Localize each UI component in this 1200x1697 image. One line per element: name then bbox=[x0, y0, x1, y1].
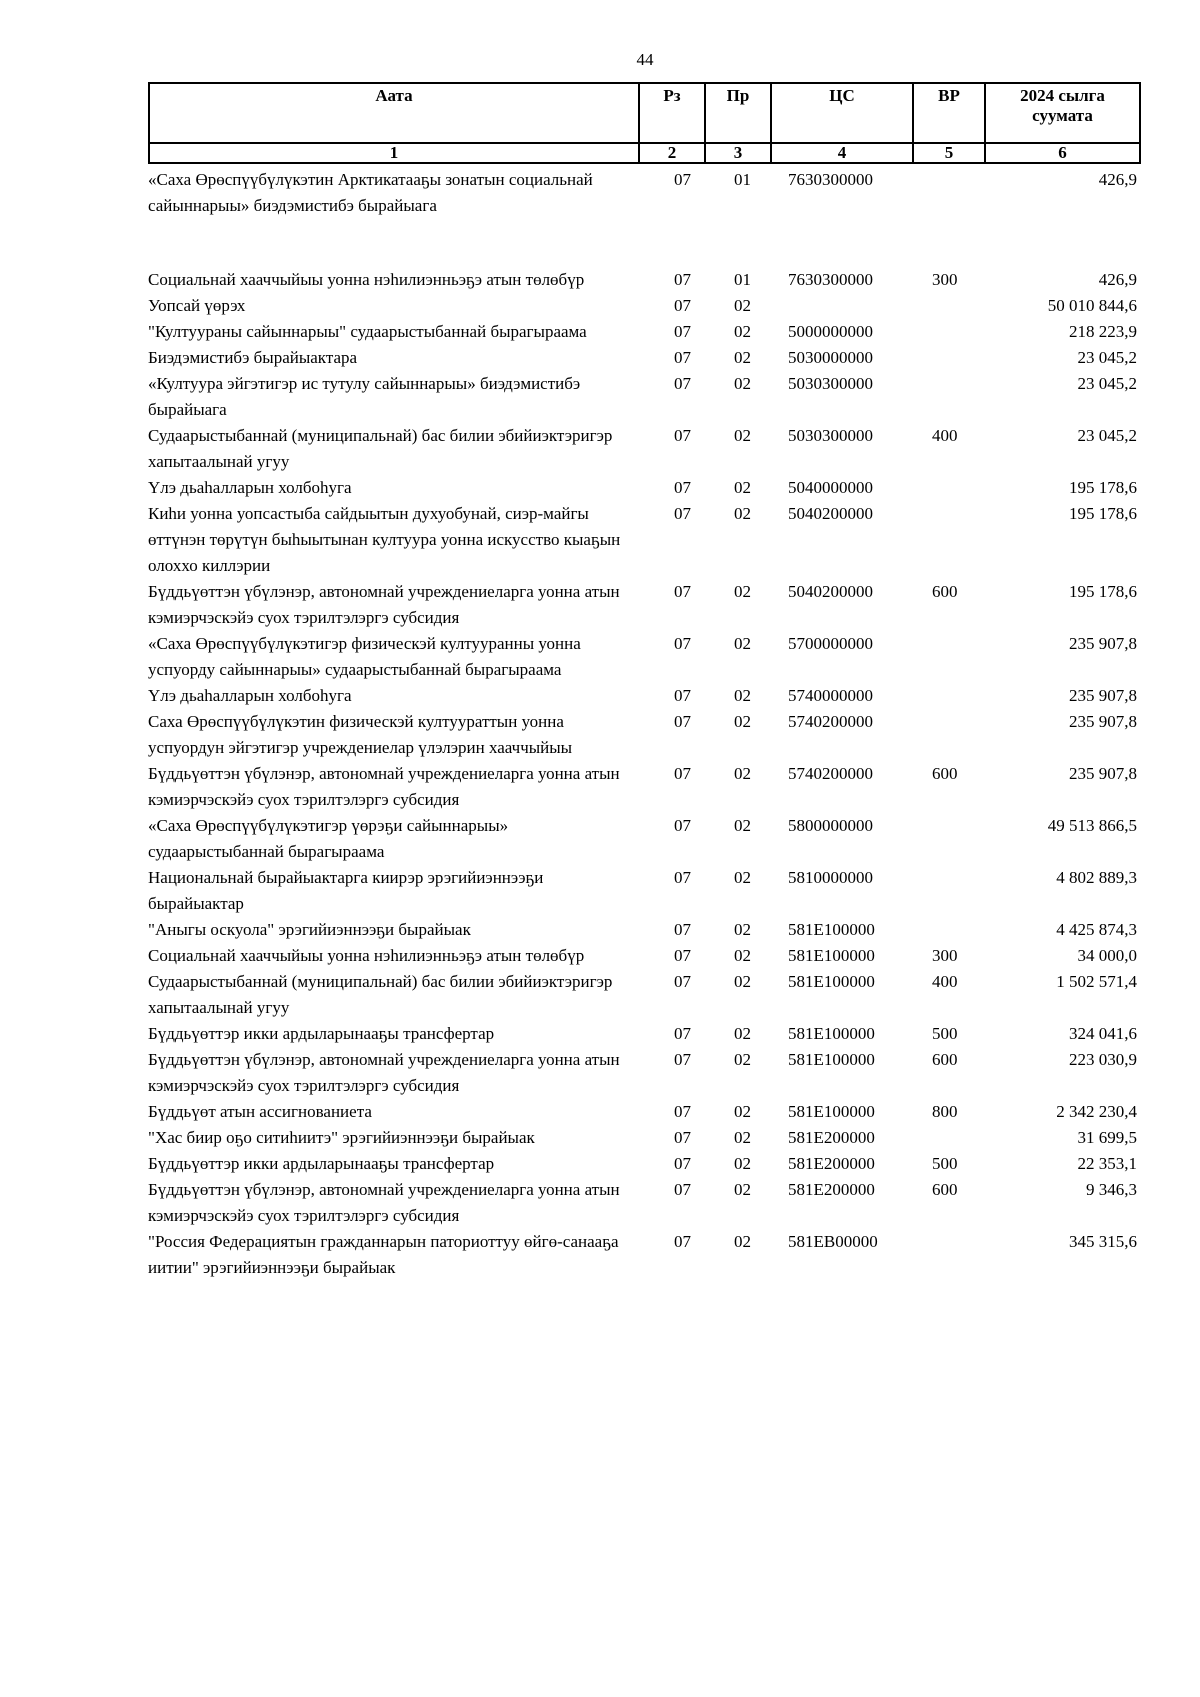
header-sum bbox=[985, 83, 1140, 143]
header-sum-line1: 2024 сылга bbox=[1020, 86, 1105, 105]
cell-sum: 345 315,6 bbox=[1069, 1232, 1137, 1251]
cell-vr bbox=[914, 631, 986, 683]
cell-sum: 195 178,6 bbox=[1069, 582, 1137, 601]
cell-cs: 581E100000 bbox=[788, 1024, 875, 1043]
cell-sum: 23 045,2 bbox=[1077, 426, 1137, 445]
cell-vr bbox=[914, 813, 986, 865]
header-name: Аата bbox=[149, 83, 639, 143]
cell-sum: 49 513 866,5 bbox=[1047, 816, 1137, 835]
cell-pr: 02 bbox=[734, 712, 751, 731]
cell-sum: 23 045,2 bbox=[1077, 374, 1137, 393]
cell-vr: 500 bbox=[932, 1154, 958, 1173]
cell-rz: 07 bbox=[674, 348, 691, 367]
cell-pr: 02 bbox=[734, 374, 751, 393]
table-row bbox=[148, 319, 1141, 345]
table-row bbox=[148, 865, 1141, 917]
cell-sum: 426,9 bbox=[1098, 170, 1137, 189]
cell-name: «Саха Өрөспүүбүлүкэтин Арктикатааҕы зонатын социальнай сайыннарыы» биэдэмистибэ бырайыага bbox=[148, 170, 593, 215]
cell-sum: 4 425 874,3 bbox=[1056, 920, 1137, 939]
cell-name: «Саха Өрөспүүбүлүкэтигэр үөрэҕи сайыннарыы» судаарыстыбаннай бырагыраама bbox=[148, 816, 509, 861]
cell-cs: 5030000000 bbox=[788, 348, 873, 367]
cell-pr: 01 bbox=[734, 270, 751, 289]
table-row bbox=[148, 1229, 1141, 1281]
cell-rz: 07 bbox=[674, 322, 691, 341]
table-row bbox=[148, 1177, 1141, 1229]
cell-sum: 324 041,6 bbox=[1069, 1024, 1137, 1043]
cell-sum: 22 353,1 bbox=[1077, 1154, 1137, 1173]
table-header bbox=[148, 82, 1141, 164]
cell-name: Киһи уонна уопсастыба сайдыытын духуобунай, сиэр-майгы өттүнэн төрүтүн быһыытынан култуура уонна искусство кыаҕын олоххо киллэрии bbox=[148, 504, 621, 575]
table-row bbox=[148, 1125, 1141, 1151]
cell-sum: 1 502 571,4 bbox=[1056, 972, 1137, 991]
cell-pr: 02 bbox=[734, 348, 751, 367]
table-row bbox=[148, 371, 1141, 423]
cell-cs: 5810000000 bbox=[788, 868, 873, 887]
cell-name: Национальнай бырайыактарга киирэр эрэгийиэннээҕи бырайыактар bbox=[148, 868, 544, 913]
cell-pr: 02 bbox=[734, 868, 751, 887]
cell-sum: 4 802 889,3 bbox=[1056, 868, 1137, 887]
cell-vr bbox=[914, 371, 986, 423]
cell-name: Үлэ дьаһалларын холбоһуга bbox=[148, 478, 352, 497]
cell-name: Бүддьүөттэн үбүлэнэр, автономнай учреждениеларга уонна атын кэмиэрчэскэйэ суох тэрилтэлэргэ субсидия bbox=[148, 582, 620, 627]
cell-rz: 07 bbox=[674, 868, 691, 887]
cell-vr: 800 bbox=[932, 1102, 958, 1121]
cell-rz: 07 bbox=[674, 1128, 691, 1147]
cell-pr: 02 bbox=[734, 1102, 751, 1121]
table-row bbox=[148, 345, 1141, 371]
cell-vr: 600 bbox=[932, 1180, 958, 1199]
table-row bbox=[148, 917, 1141, 943]
cell-cs: 581E200000 bbox=[788, 1128, 875, 1147]
cell-rz: 07 bbox=[674, 1102, 691, 1121]
table-row bbox=[148, 969, 1141, 1021]
table-row bbox=[148, 709, 1141, 761]
cell-cs: 5740000000 bbox=[788, 686, 873, 705]
cell-name: Бүддьүөттэр икки ардыларынааҕы трансфертар bbox=[148, 1024, 495, 1043]
cell-vr bbox=[914, 319, 986, 345]
header-rz: Рз bbox=[639, 83, 705, 143]
cell-name: Бүддьүөттэр икки ардыларынааҕы трансфертар bbox=[148, 1154, 495, 1173]
cell-sum: 2 342 230,4 bbox=[1056, 1102, 1137, 1121]
table-row bbox=[148, 423, 1141, 475]
cell-sum: 9 346,3 bbox=[1086, 1180, 1137, 1199]
cell-sum: 235 907,8 bbox=[1069, 634, 1137, 653]
cell-pr: 02 bbox=[734, 946, 751, 965]
cell-rz: 07 bbox=[674, 582, 691, 601]
header-sum-line2: суумата bbox=[1032, 106, 1093, 125]
cell-vr bbox=[914, 501, 986, 579]
cell-cs: 5800000000 bbox=[788, 816, 873, 835]
cell-cs: 5040200000 bbox=[788, 504, 873, 523]
cell-sum: 50 010 844,6 bbox=[1047, 296, 1137, 315]
cell-rz: 07 bbox=[674, 478, 691, 497]
cell-pr: 02 bbox=[734, 920, 751, 939]
table-row bbox=[148, 475, 1141, 501]
cell-vr bbox=[914, 865, 986, 917]
cell-pr: 02 bbox=[734, 322, 751, 341]
cell-name: «Саха Өрөспүүбүлүкэтигэр физическэй култууранны уонна успуорду сайыннарыы» судаарыстыбаннай бырагыраама bbox=[148, 634, 581, 679]
cell-vr bbox=[914, 475, 986, 501]
cell-name: Бүддьүөттэн үбүлэнэр, автономнай учреждениеларга уонна атын кэмиэрчэскэйэ суох тэрилтэлэргэ субсидия bbox=[148, 764, 620, 809]
header-pr: Пр bbox=[705, 83, 771, 143]
cell-rz: 07 bbox=[674, 946, 691, 965]
cell-cs: 7630300000 bbox=[788, 170, 873, 189]
cell-pr: 02 bbox=[734, 1232, 751, 1251]
cell-cs: 5000000000 bbox=[788, 322, 873, 341]
cell-rz: 07 bbox=[674, 712, 691, 731]
cell-sum: 34 000,0 bbox=[1077, 946, 1137, 965]
cell-vr: 600 bbox=[932, 764, 958, 783]
table-body bbox=[148, 167, 1141, 1281]
cell-vr bbox=[914, 917, 986, 943]
table-row bbox=[148, 813, 1141, 865]
cell-name: "Култуураны сайыннарыы" судаарыстыбаннай бырагыраама bbox=[148, 322, 587, 341]
cell-pr: 02 bbox=[734, 972, 751, 991]
cell-name: Социальнай хааччыйыы уонна нэһилиэнньэҕэ атын төлөбүр bbox=[148, 946, 585, 965]
table-row bbox=[148, 501, 1141, 579]
cell-sum: 426,9 bbox=[1098, 270, 1137, 289]
cell-vr: 600 bbox=[932, 1050, 958, 1069]
budget-table bbox=[148, 167, 1141, 1281]
cell-vr: 600 bbox=[932, 582, 958, 601]
page-number: 44 bbox=[636, 50, 654, 69]
cell-cs: 5040200000 bbox=[788, 582, 873, 601]
table-row bbox=[148, 1047, 1141, 1099]
cell-vr bbox=[914, 709, 986, 761]
cell-pr: 02 bbox=[734, 296, 751, 315]
cell-vr: 500 bbox=[932, 1024, 958, 1043]
cell-vr bbox=[914, 1229, 986, 1281]
table-row bbox=[148, 1099, 1141, 1125]
header-num-6: 6 bbox=[985, 143, 1140, 163]
cell-name: «Култуура эйгэтигэр ис тутулу сайыннарыы» биэдэмистибэ бырайыага bbox=[148, 374, 581, 419]
cell-cs: 5740200000 bbox=[788, 712, 873, 731]
cell-vr bbox=[914, 683, 986, 709]
cell-pr: 02 bbox=[734, 1128, 751, 1147]
cell-vr bbox=[914, 1125, 986, 1151]
cell-cs: 581E200000 bbox=[788, 1180, 875, 1199]
table-row bbox=[148, 1021, 1141, 1047]
cell-name: Саха Өрөспүүбүлүкэтин физическэй култуураттын уонна успуордун эйгэтигэр учреждениелар үлэлэрин хааччыйыы bbox=[148, 712, 573, 757]
cell-name: Бүддьүөт атын ассигнованиета bbox=[148, 1102, 372, 1121]
cell-rz: 07 bbox=[674, 1024, 691, 1043]
cell-rz: 07 bbox=[674, 1180, 691, 1199]
cell-cs: 581E200000 bbox=[788, 1154, 875, 1173]
cell-name: Социальнай хааччыйыы уонна нэһилиэнньэҕэ атын төлөбүр bbox=[148, 270, 585, 289]
cell-name: Бүддьүөттэн үбүлэнэр, автономнай учреждениеларга уонна атын кэмиэрчэскэйэ суох тэрилтэлэргэ субсидия bbox=[148, 1050, 620, 1095]
cell-cs: 5740200000 bbox=[788, 764, 873, 783]
cell-cs: 5040000000 bbox=[788, 478, 873, 497]
cell-rz: 07 bbox=[674, 972, 691, 991]
table-row bbox=[148, 167, 1141, 267]
cell-pr: 01 bbox=[734, 170, 751, 189]
cell-cs: 581E100000 bbox=[788, 972, 875, 991]
cell-name: Судаарыстыбаннай (муниципальнай) бас билии эбийиэктэригэр хапытаалынай угуу bbox=[148, 426, 613, 471]
cell-sum: 235 907,8 bbox=[1069, 712, 1137, 731]
cell-rz: 07 bbox=[674, 374, 691, 393]
cell-pr: 02 bbox=[734, 426, 751, 445]
cell-name: Уопсай үөрэх bbox=[148, 296, 246, 315]
cell-vr: 400 bbox=[932, 972, 958, 991]
cell-vr: 400 bbox=[932, 426, 958, 445]
cell-cs: 581E100000 bbox=[788, 920, 875, 939]
cell-pr: 02 bbox=[734, 1050, 751, 1069]
cell-pr: 02 bbox=[734, 1154, 751, 1173]
cell-cs: 5030300000 bbox=[788, 374, 873, 393]
cell-rz: 07 bbox=[674, 504, 691, 523]
cell-cs: 581E100000 bbox=[788, 946, 875, 965]
table-row bbox=[148, 761, 1141, 813]
cell-cs: 581E100000 bbox=[788, 1102, 875, 1121]
header-cs: ЦС bbox=[771, 83, 913, 143]
cell-pr: 02 bbox=[734, 504, 751, 523]
cell-rz: 07 bbox=[674, 764, 691, 783]
cell-cs: 5700000000 bbox=[788, 634, 873, 653]
header-num-1: 1 bbox=[149, 143, 639, 163]
cell-sum: 218 223,9 bbox=[1069, 322, 1137, 341]
cell-sum: 235 907,8 bbox=[1069, 686, 1137, 705]
cell-name: Бүддьүөттэн үбүлэнэр, автономнай учреждениеларга уонна атын кэмиэрчэскэйэ суох тэрилтэлэргэ субсидия bbox=[148, 1180, 620, 1225]
cell-rz: 07 bbox=[674, 1154, 691, 1173]
cell-name: "Россия Федерациятын гражданнарын паториоттуу өйгө-санааҕа иитии" эрэгийиэннээҕи бырайыак bbox=[148, 1232, 619, 1277]
cell-rz: 07 bbox=[674, 270, 691, 289]
cell-sum: 195 178,6 bbox=[1069, 504, 1137, 523]
header-num-4: 4 bbox=[771, 143, 913, 163]
table-row bbox=[148, 579, 1141, 631]
cell-sum: 31 699,5 bbox=[1077, 1128, 1137, 1147]
cell-vr bbox=[914, 345, 986, 371]
cell-vr bbox=[914, 293, 986, 319]
cell-cs bbox=[772, 293, 914, 319]
cell-name: Биэдэмистибэ бырайыактара bbox=[148, 348, 358, 367]
cell-rz: 07 bbox=[674, 426, 691, 445]
cell-name: Үлэ дьаһалларын холбоһуга bbox=[148, 686, 352, 705]
table-row bbox=[148, 943, 1141, 969]
table-row bbox=[148, 267, 1141, 293]
header-num-5: 5 bbox=[913, 143, 985, 163]
cell-rz: 07 bbox=[674, 634, 691, 653]
cell-pr: 02 bbox=[734, 634, 751, 653]
cell-rz: 07 bbox=[674, 1232, 691, 1251]
cell-name: Судаарыстыбаннай (муниципальнай) бас билии эбийиэктэригэр хапытаалынай угуу bbox=[148, 972, 613, 1017]
table-row bbox=[148, 631, 1141, 683]
cell-sum: 23 045,2 bbox=[1077, 348, 1137, 367]
table-row bbox=[148, 293, 1141, 319]
cell-cs: 581E100000 bbox=[788, 1050, 875, 1069]
header-num-2: 2 bbox=[639, 143, 705, 163]
cell-pr: 02 bbox=[734, 478, 751, 497]
header-num-3: 3 bbox=[705, 143, 771, 163]
cell-cs: 7630300000 bbox=[788, 270, 873, 289]
header-vr: ВР bbox=[913, 83, 985, 143]
cell-rz: 07 bbox=[674, 170, 691, 189]
cell-name: "Хас биир оҕо ситиһиитэ" эрэгийиэннээҕи бырайыак bbox=[148, 1128, 535, 1147]
cell-rz: 07 bbox=[674, 816, 691, 835]
table-row bbox=[148, 683, 1141, 709]
cell-rz: 07 bbox=[674, 920, 691, 939]
cell-vr bbox=[914, 167, 986, 267]
cell-cs: 5030300000 bbox=[788, 426, 873, 445]
cell-vr: 300 bbox=[932, 946, 958, 965]
cell-name: "Аныгы оскуола" эрэгийиэннээҕи бырайыак bbox=[148, 920, 471, 939]
cell-sum: 195 178,6 bbox=[1069, 478, 1137, 497]
cell-sum: 235 907,8 bbox=[1069, 764, 1137, 783]
cell-sum: 223 030,9 bbox=[1069, 1050, 1137, 1069]
cell-rz: 07 bbox=[674, 296, 691, 315]
cell-pr: 02 bbox=[734, 582, 751, 601]
cell-cs: 581EB00000 bbox=[788, 1232, 878, 1251]
cell-rz: 07 bbox=[674, 1050, 691, 1069]
cell-pr: 02 bbox=[734, 686, 751, 705]
cell-pr: 02 bbox=[734, 1180, 751, 1199]
table-row bbox=[148, 1151, 1141, 1177]
cell-rz: 07 bbox=[674, 686, 691, 705]
cell-vr: 300 bbox=[932, 270, 958, 289]
cell-pr: 02 bbox=[734, 816, 751, 835]
cell-pr: 02 bbox=[734, 764, 751, 783]
cell-pr: 02 bbox=[734, 1024, 751, 1043]
